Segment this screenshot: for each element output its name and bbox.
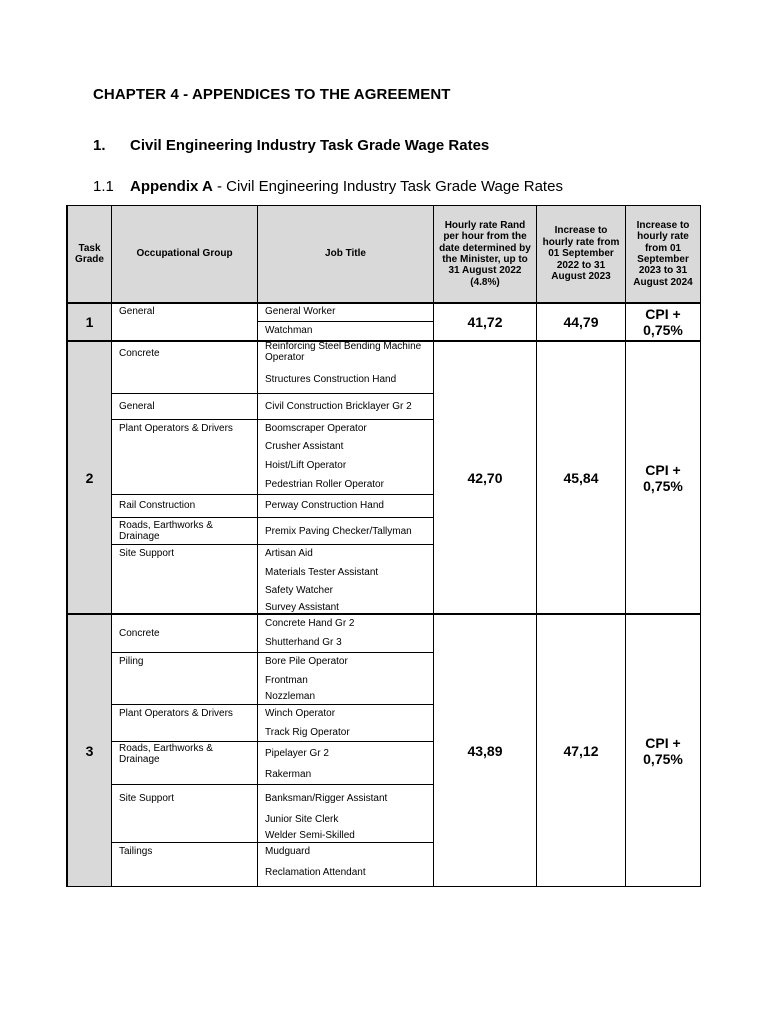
occupational-group: Site Support [119,548,175,559]
job-title: Watchman [265,325,313,336]
grade-3-increase-2024: CPI + 0,75% [643,734,683,767]
job-title: Welder Semi-Skilled [265,830,355,841]
job-title: Banksman/Rigger Assistant [265,793,388,804]
occupational-group: Roads, Earthworks & Drainage [119,520,213,542]
header-hourly-rate: Hourly rate Rand per hour from the date determined by the Minister, up to 31 August 2022 (4.8%) [439,219,531,288]
job-title: Rakerman [265,769,312,780]
section-title: Civil Engineering Industry Task Grade Wage Rates [130,137,490,154]
job-title: Junior Site Clerk [265,814,339,825]
appendix-label: Appendix A [130,178,213,195]
job-title: Survey Assistant [265,602,339,613]
grade-3-increase-2023: 47,12 [563,742,599,759]
job-title: Bore Pile Operator [265,656,348,667]
task-grade-1: 1 [85,314,94,330]
grade-1-increase-2023: 44,79 [563,314,599,330]
chapter-title: CHAPTER 4 - APPENDICES TO THE AGREEMENT [93,86,451,103]
job-title: Reclamation Attendant [265,867,366,878]
grade-2-increase-2023: 45,84 [563,469,599,486]
occupational-group: Site Support [119,793,175,804]
occupational-group: Plant Operators & Drivers [119,708,233,719]
occupational-group: Concrete [119,628,160,639]
header-occupational-group: Occupational Group [136,248,233,260]
job-title: Materials Tester Assistant [265,567,379,578]
job-title: Artisan Aid [265,548,313,559]
subsection-number: 1.1 [93,178,114,195]
job-title: Mudguard [265,846,311,857]
job-title: Perway Construction Hand [265,500,384,511]
occupational-group: Rail Construction [119,500,196,511]
section-number: 1. [93,137,106,154]
job-title: Track Rig Operator [265,727,350,738]
job-title: Crusher Assistant [265,441,344,452]
job-title: Winch Operator [265,708,336,719]
job-title: Concrete Hand Gr 2 [265,618,355,629]
header-increase-2024: Increase to hourly rate from 01 September 2023 to 31 August 2024 [633,219,693,288]
occupational-group: General [119,306,155,317]
grade-1-increase-2024: CPI + 0,75% [643,306,683,338]
header-job-title: Job Title [325,248,366,260]
task-grade-2: 2 [85,469,94,486]
job-title: Frontman [265,675,308,686]
occupational-group: General [119,401,155,412]
occupational-group: Concrete [119,348,160,359]
occupational-group: Roads, Earthworks & Drainage [119,743,213,765]
occupational-group: Tailings [119,846,153,857]
job-title: Pipelayer Gr 2 [265,748,329,759]
occupational-group: Piling [119,656,144,667]
job-title: Hoist/Lift Operator [265,460,347,471]
grade-2-hourly-rate: 42,70 [467,469,503,486]
header-task-grade: Task Grade [75,242,104,265]
job-title: Reinforcing Steel Bending Machine Operator [265,341,422,363]
grade-2-increase-2024: CPI + 0,75% [643,461,683,494]
job-title: Structures Construction Hand [265,374,397,385]
task-grade-3: 3 [85,742,94,759]
grade-3-hourly-rate: 43,89 [467,742,503,759]
job-title: Shutterhand Gr 3 [265,637,342,648]
job-title: Safety Watcher [265,585,333,596]
grade-1-hourly-rate: 41,72 [467,314,503,330]
job-title: Boomscraper Operator [265,423,367,434]
job-title: Nozzleman [265,691,316,702]
header-increase-2023: Increase to hourly rate from 01 September 2022 to 31 August 2023 [542,225,620,283]
occupational-group: Plant Operators & Drivers [119,423,233,434]
job-title: General Worker [265,306,336,317]
job-title: Premix Paving Checker/Tallyman [265,526,412,537]
job-title: Pedestrian Roller Operator [265,479,384,490]
subsection-title: - Civil Engineering Industry Task Grade Wage Rates [212,178,563,195]
job-title: Civil Construction Bricklayer Gr 2 [265,401,412,412]
